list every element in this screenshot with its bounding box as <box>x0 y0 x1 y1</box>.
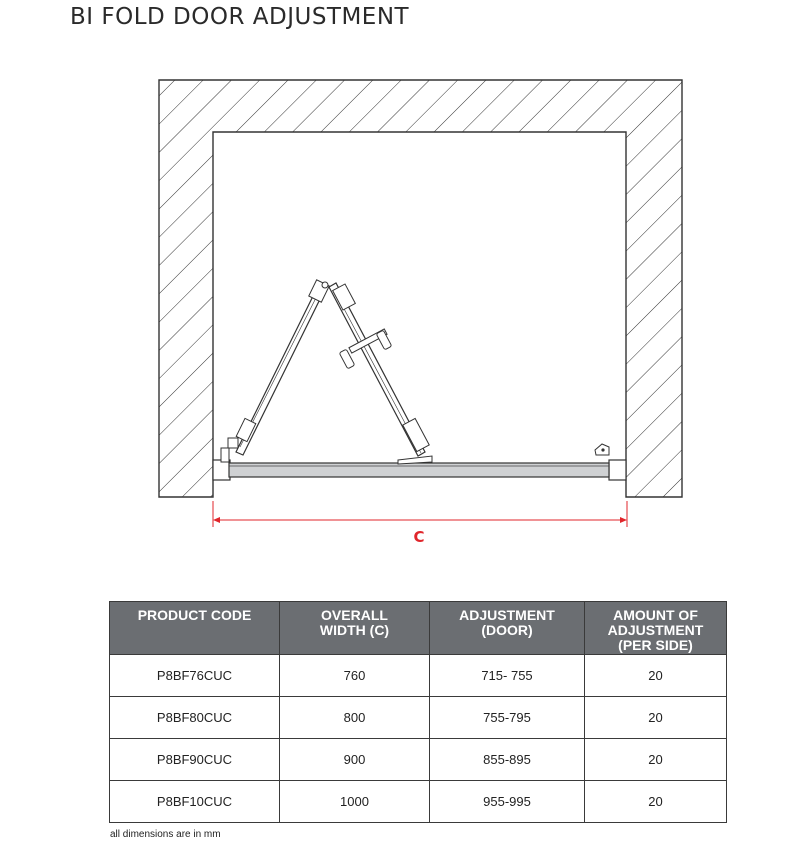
header-amount-of-adjustment: AMOUNT OF ADJUSTMENT (PER SIDE) <box>585 602 727 655</box>
cell-overall-width: 800 <box>280 697 430 739</box>
table-row <box>110 655 727 697</box>
cell-adjustment: 855-895 <box>430 739 585 781</box>
cell-product-code: P8BF90CUC <box>110 739 280 781</box>
door-panel-right <box>329 283 432 464</box>
cell-amount-per-side: 20 <box>585 697 727 739</box>
table-header-row <box>110 602 727 655</box>
cell-overall-width: 1000 <box>280 781 430 823</box>
door-panel-left <box>228 280 329 455</box>
cell-adjustment: 955-995 <box>430 781 585 823</box>
header-product-code: PRODUCT CODE <box>110 602 280 655</box>
cell-product-code: P8BF10CUC <box>110 781 280 823</box>
table-row <box>110 781 727 823</box>
page-title: BI FOLD DOOR ADJUSTMENT <box>70 4 410 30</box>
cell-overall-width: 760 <box>280 655 430 697</box>
cell-overall-width: 900 <box>280 739 430 781</box>
cell-amount-per-side: 20 <box>585 781 727 823</box>
cell-adjustment: 755-795 <box>430 697 585 739</box>
table-row <box>110 739 727 781</box>
wall-profile-left <box>213 448 230 480</box>
table-row <box>110 697 727 739</box>
dimension-line-c <box>213 501 627 546</box>
dimension-label-c: C <box>413 528 425 546</box>
header-overall-width: OVERALL WIDTH (C) <box>280 602 430 655</box>
cell-amount-per-side: 20 <box>585 655 727 697</box>
cell-amount-per-side: 20 <box>585 739 727 781</box>
cell-product-code: P8BF76CUC <box>110 655 280 697</box>
cell-product-code: P8BF80CUC <box>110 697 280 739</box>
threshold-rail <box>229 463 609 477</box>
dimensions-note: all dimensions are in mm <box>110 829 221 840</box>
cell-adjustment: 715- 755 <box>430 655 585 697</box>
adjustment-table <box>109 601 727 823</box>
header-adjustment-door: ADJUSTMENT (DOOR) <box>430 602 585 655</box>
